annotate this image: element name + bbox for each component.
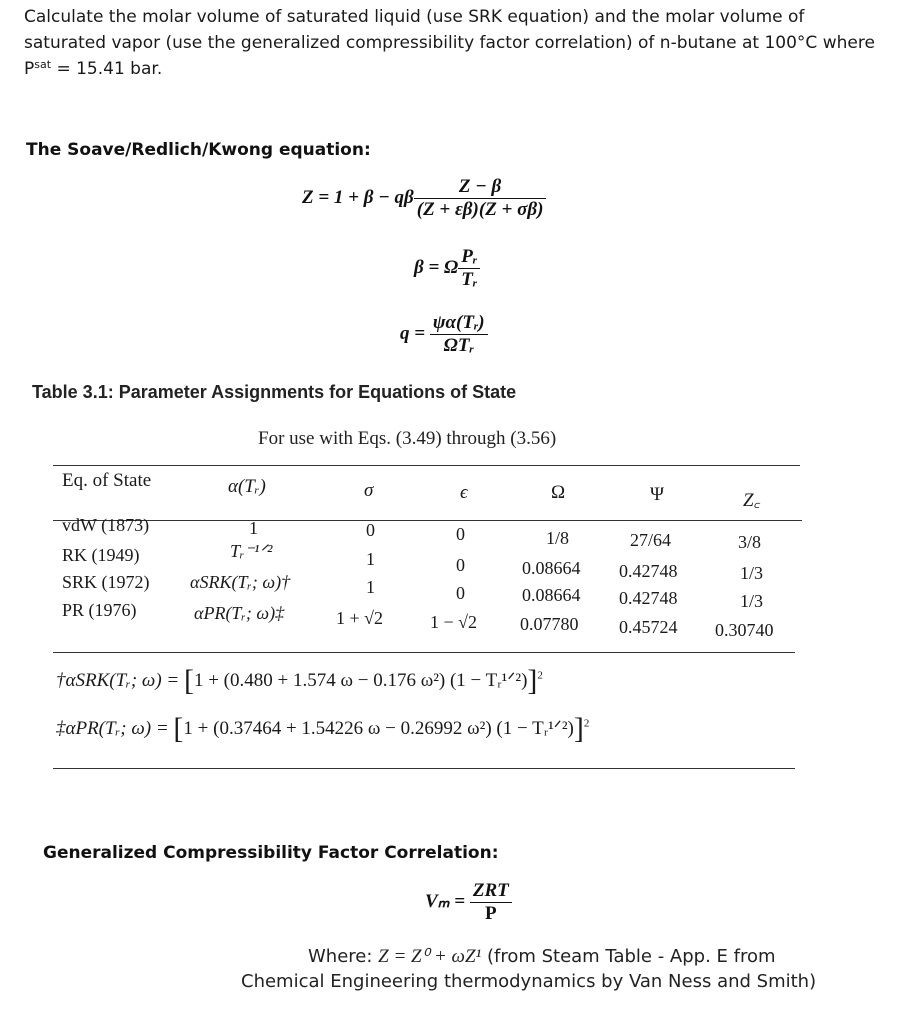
srk-heading: The Soave/Redlich/Kwong equation: [26,140,371,160]
footnote-srk-power: 2 [537,669,543,682]
problem-text-after: = 15.41 bar. [51,59,163,79]
footnote-pr [56,712,589,746]
table-row-srk-psi: 0.42748 [619,588,678,608]
srk-equation-beta [414,246,480,291]
table-footnote-rule [53,768,795,769]
table-row-pr-eos: PR (1976) [62,600,137,620]
table-header-alpha: α(Tᵣ) [228,476,266,497]
gcf-where-line-2: Chemical Engineering thermodynamics by Van Ness and Smith) [241,971,817,992]
table-header-omega: Ω [551,482,566,503]
where-prefix: Where: [308,946,379,967]
eq-vm-fraction [470,880,512,925]
footnote-pr-power: 2 [583,717,590,730]
table-header-epsilon: ϵ [460,482,468,503]
problem-statement [24,4,889,82]
table-row-pr-sigma: 1 + √2 [336,608,384,628]
table-header-rule [53,520,802,521]
footnote-pr-lhs: ‡αPR(Tᵣ; ω) = [56,718,169,739]
footnote-pr-body: 1 + (0.37464 + 1.54226 ω − 0.26992 ω²) (1 − Tᵣ¹ᐟ²) [183,718,574,739]
table-row-srk-omega: 0.08664 [522,585,581,605]
table-row-srk-eos: SRK (1972) [62,572,150,592]
table-row-vdw-omega: 1/8 [546,528,570,548]
footnote-srk-body: 1 + (0.480 + 1.574 ω − 0.176 ω²) (1 − Tᵣ¹ᐟ²) [193,670,528,691]
table-row-vdw-zc: 3/8 [738,532,762,552]
srk-equation-z [302,176,546,221]
table-row-srk-epsilon: 0 [456,583,465,603]
eq-z-fraction [414,176,547,221]
where-suffix: (from Steam Table - App. E from [481,946,776,967]
table-row-rk-sigma: 1 [366,549,375,569]
table-row-rk-omega: 0.08664 [522,558,581,578]
footnote-srk-close-bracket: ] [527,664,538,697]
eq-beta-numerator: Pᵣ [458,246,480,269]
table-row-pr-psi: 0.45724 [619,617,678,637]
table-row-vdw-psi: 27/64 [630,530,672,550]
table-header-zc: Z꜀ [743,490,761,511]
eq-beta-denominator: Tᵣ [461,269,478,290]
table-row-pr-alpha: αPR(Tᵣ; ω)‡ [194,603,285,623]
table-row-srk-zc: 1/3 [740,591,764,611]
table-row-rk-eos: RK (1949) [62,545,140,565]
table-row-vdw-epsilon: 0 [456,524,465,544]
footnote-srk [56,664,543,698]
gcf-heading: Generalized Compressibility Factor Correlation: [43,843,499,863]
footnote-pr-close-bracket: ] [573,712,584,745]
table-row-srk-alpha: αSRK(Tᵣ; ω)† [190,572,291,592]
table-header-psi: Ψ [650,484,665,505]
table-header-eos: Eq. of State [62,470,152,491]
eq-beta-fraction [458,246,480,291]
gcf-equation-vm [425,880,512,925]
table-row-rk-psi: 0.42748 [619,561,678,581]
footnote-srk-open-bracket: [ [183,664,194,697]
eq-q-lhs: q = [400,322,426,344]
eq-q-numerator: ψα(Tᵣ) [430,312,488,335]
problem-text-before: Calculate the molar volume of saturated liquid (use SRK equation) and the molar volume of saturated vapor (use the generalized compressibility factor correlation) of n-butane at 100°C where P [24,7,875,79]
table-row-rk-alpha: Tᵣ⁻¹ᐟ² [230,541,273,561]
table-title: Table 3.1: Parameter Assignments for Equations of State [32,382,517,402]
table-bottom-rule [53,652,795,653]
table-subtitle: For use with Eqs. (3.49) through (3.56) [258,428,557,449]
problem-sat-superscript: sat [34,58,52,71]
eq-q-denominator: ΩTᵣ [443,335,474,356]
table-row-rk-zc: 1/3 [740,563,764,583]
eq-vm-denominator: P [484,903,497,924]
table-row-vdw-eos: vdW (1873) [62,515,150,535]
table-row-pr-epsilon: 1 − √2 [430,612,478,632]
footnote-pr-open-bracket: [ [173,712,184,745]
table-row-vdw-alpha: 1 [249,518,258,538]
where-math: Z = Z⁰ + ωZ¹ [378,946,482,967]
eq-vm-numerator: ZRT [470,880,512,903]
table-top-rule [53,465,800,466]
eq-z-lhs: Z = 1 + β − qβ [302,186,414,208]
eq-beta-lhs: β = Ω [414,256,459,278]
eq-z-denominator: (Z + εβ)(Z + σβ) [416,199,544,220]
srk-equation-q [400,312,488,357]
table-row-pr-omega: 0.07780 [520,614,579,634]
table-row-pr-zc: 0.30740 [715,620,774,640]
eq-vm-lhs: Vₘ = [425,890,466,912]
eq-q-fraction [430,312,488,357]
footnote-srk-lhs: †αSRK(Tᵣ; ω) = [56,670,180,691]
eq-z-numerator: Z − β [414,176,547,199]
table-row-vdw-sigma: 0 [366,520,375,540]
table-row-srk-sigma: 1 [366,577,375,597]
table-row-rk-epsilon: 0 [456,555,465,575]
table-header-sigma: σ [364,480,374,501]
gcf-where-line-1 [308,945,776,968]
